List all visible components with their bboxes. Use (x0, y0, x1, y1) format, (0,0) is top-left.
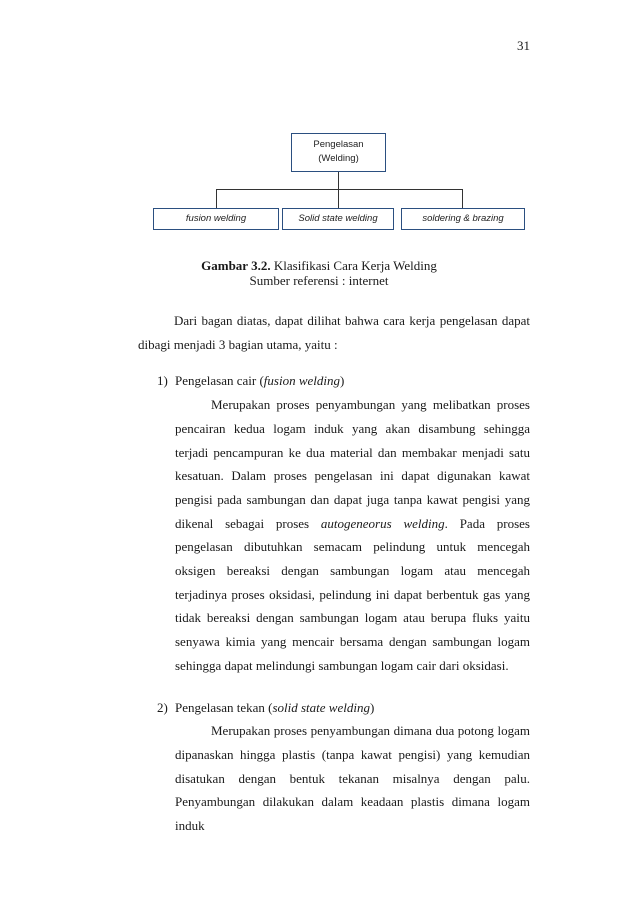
connector-vertical-center (338, 189, 339, 208)
list-number: 2) (157, 699, 168, 715)
diagram-child-solid-state-welding: Solid state welding (282, 208, 394, 230)
connector-vertical-root (338, 172, 339, 190)
connector-vertical-left (216, 189, 217, 208)
list-item-title: Pengelasan cair (fusion welding) (175, 373, 345, 389)
list-item-fusion-welding (138, 369, 530, 393)
list-item-solid-state-welding (138, 696, 530, 720)
figure-caption (0, 258, 638, 288)
diagram-child-soldering-brazing: soldering & brazing (401, 208, 525, 230)
list-number: 1) (157, 373, 168, 389)
caption-title-line (0, 258, 638, 273)
root-sublabel: (Welding) (318, 153, 359, 164)
intro-paragraph: Dari bagan diatas, dapat dilihat bahwa cara kerja pengelasan dapat dibagi menjadi 3 bagian utama, yaitu : (138, 313, 530, 352)
body-text (138, 309, 530, 838)
connector-vertical-right (462, 189, 463, 208)
solid-state-welding-paragraph: Merupakan proses penyambungan dimana dua potong logam dipanaskan hingga plastis (tanpa kawat pengisi) yang kemudian disatukan dengan bentuk tekanan misalnya dengan palu. Penyambungan dilakukan dalam keadaan plastis dimana logam induk (175, 723, 530, 834)
list-item-title: Pengelasan tekan (solid state welding) (175, 699, 375, 715)
caption-source: Sumber referensi : internet (249, 273, 389, 288)
diagram-root-box (291, 133, 386, 172)
caption-label: Gambar 3.2. (201, 258, 271, 273)
welding-classification-diagram (0, 0, 638, 260)
root-label: Pengelasan (313, 139, 364, 150)
connector-horizontal (216, 189, 463, 190)
caption-title: Klasifikasi Cara Kerja Welding (270, 258, 437, 273)
diagram-child-fusion-welding: fusion welding (153, 208, 279, 230)
page-number: 31 (517, 38, 530, 53)
fusion-welding-paragraph: Merupakan proses penyambungan yang melibatkan proses pencairan kedua logam induk yang akan disambung sehingga terjadi pencampuran ke dua material dan membakar menjadi satu kesatuan. Dalam proses pengelasan ini dapat digunakan kawat pengisi pada sambungan dan dapat juga tanpa kawat pengisi yang dikenal sebagai proses autogeneorus welding. Pada proses pengelasan dibutuhkan semacam pelindung untuk mencegah oksigen bereaksi dengan sambungan logam atau mencegah terjadinya proses oksidasi, pelindung ini dapat berbentuk gas yang tidak bereaksi dengan sambungan logam atau berupa fluks yaitu senyawa kimia yang mencair bersama dengan sambungan logam sehingga dapat melindungi sambungan logam cair dari oksidasi. (175, 397, 530, 673)
